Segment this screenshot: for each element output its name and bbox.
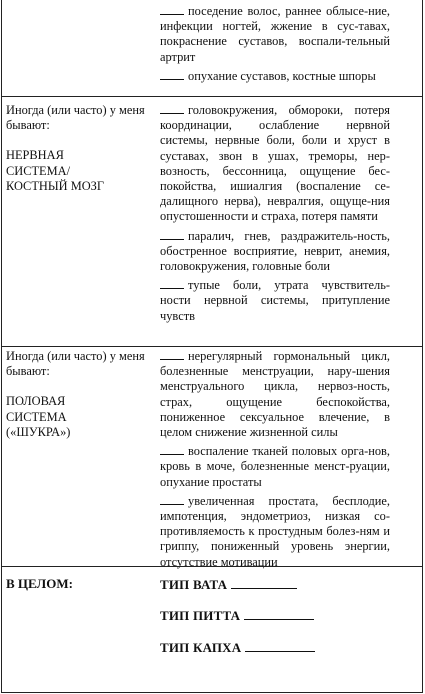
list-item	[160, 229, 390, 275]
heading-line: СИСТЕМА/	[6, 163, 71, 178]
nervous-symptom-list	[160, 103, 390, 328]
item-text: паралич, гнев, раздражитель-ность, обостренное восприятие, неврит, анемия, головокружения, головные боли	[160, 228, 390, 274]
type-label: ТИП КАПХА	[160, 640, 242, 655]
section-divider	[2, 566, 422, 567]
section-intro: Иногда (или часто) у меня бывают:	[6, 103, 145, 133]
list-item	[160, 444, 390, 490]
section-divider	[2, 96, 422, 97]
checkbox-blank[interactable]	[160, 278, 184, 289]
checkbox-blank[interactable]	[160, 494, 184, 505]
list-item	[160, 349, 390, 440]
list-item	[160, 4, 390, 65]
summary-label: В ЦЕЛОМ:	[6, 576, 73, 591]
list-item	[160, 278, 390, 324]
checkbox-blank[interactable]	[160, 4, 184, 15]
heading-line: КОСТНЫЙ МОЗГ	[6, 178, 105, 193]
item-text: тупые боли, утрата чувствитель-ности нервной системы, притупление чувств	[160, 278, 390, 323]
checkbox-blank[interactable]	[160, 69, 184, 80]
section-heading	[6, 394, 154, 440]
type-pitta-line	[160, 607, 314, 623]
item-text: головокружения, обмороки, потеря координации, ослабление нервной системы, нервные боли, боли и хруст в суставах, звон в ушах, треморы, нер-возность, бессонница, ощущение бес-покойства, ишиалгия (воспаление се-далищного нерва), невралгия, ощуще-ния опустошенности и страха, потеря памяти	[160, 103, 390, 224]
type-vata-line	[160, 576, 297, 592]
list-item	[160, 494, 390, 570]
type-blank[interactable]	[231, 576, 297, 589]
checkbox-blank[interactable]	[160, 229, 184, 240]
item-text: нерегулярный гормональный цикл, болезненные менструации, нару-шения менструального цикла, нервоз-ность, страх, ощущение беспокойства, пониженное сексуальное влечение, в целом снижение жизненной силы	[160, 349, 390, 440]
heading-line: («ШУКРА»)	[6, 424, 71, 439]
item-text: опухание суставов, костные шпоры	[188, 68, 376, 83]
heading-line: ПОЛОВАЯ	[6, 394, 66, 409]
reproductive-section-label	[6, 349, 154, 440]
list-item	[160, 69, 390, 84]
type-label: ТИП ВАТА	[160, 577, 228, 592]
nervous-section-label	[6, 103, 154, 194]
section-divider	[2, 346, 422, 347]
heading-line: НЕРВНАЯ	[6, 148, 64, 163]
checkbox-blank[interactable]	[160, 349, 184, 360]
item-text: поседение волос, раннее облысе-ние, инфекции ногтей, жжение в сус-тавах, покраснение суставов, воспали-тельный артрит	[160, 4, 390, 64]
type-label: ТИП ПИТТА	[160, 608, 241, 623]
type-blank[interactable]	[244, 607, 314, 620]
checkbox-blank[interactable]	[160, 444, 184, 455]
section-heading	[6, 148, 154, 194]
list-item	[160, 103, 390, 225]
checkbox-blank[interactable]	[160, 103, 184, 114]
type-blank[interactable]	[245, 639, 315, 652]
section-intro: Иногда (или часто) у меня бывают:	[6, 349, 145, 379]
page-frame	[1, 0, 423, 693]
reproductive-symptom-list	[160, 349, 390, 574]
item-text: увеличенная простата, бесплодие, импотенция, эндометриоз, низкая со-противляемость к простудным болез-ням и гриппу, пониженный уровень энергии, отсутствие мотивации	[160, 493, 390, 569]
item-text: воспаление тканей половых орга-нов, кровь в моче, болезненные менст-руации, опухание простаты	[160, 444, 390, 489]
heading-line: СИСТЕМА	[6, 409, 67, 424]
type-kapha-line	[160, 639, 315, 655]
top-symptom-list	[160, 4, 390, 88]
